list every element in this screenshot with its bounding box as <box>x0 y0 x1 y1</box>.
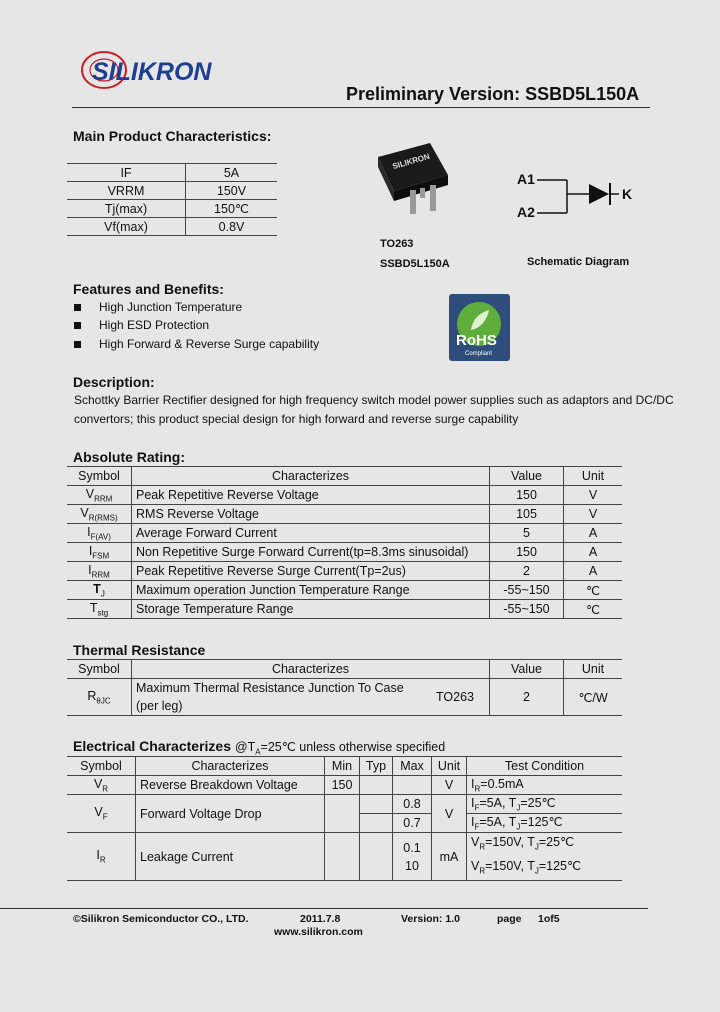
page-title: Preliminary Version: SSBD5L150A <box>346 84 640 104</box>
feature-item: High Junction Temperature <box>74 300 242 314</box>
description-heading: Description: <box>73 374 155 390</box>
to263-package-icon <box>370 135 460 225</box>
table-header-row: Symbol Characterizes Value Unit <box>67 467 622 486</box>
bullet-icon <box>74 304 81 311</box>
features-heading: Features and Benefits: <box>73 281 224 297</box>
table-row: $I_{F(AV)}$ Average Forward Current 5 A <box>67 524 622 543</box>
absolute-heading: Absolute Rating: <box>73 449 185 465</box>
footer-url[interactable]: www.silikron.com <box>274 926 363 938</box>
main-char-heading: Main Product Characteristics: <box>73 128 272 144</box>
feature-item: High Forward & Reverse Surge capability <box>74 337 319 351</box>
table-row: VRRM 150V <box>67 182 277 200</box>
table-row: $V_{R(RMS)}$ RMS Reverse Voltage 105 V <box>67 505 622 524</box>
table-row: $I_{FSM}$ Non Repetitive Surge Forward Current(tp=8.3ms sinusoidal) 150 A <box>67 543 622 562</box>
schematic-k: K <box>622 186 633 202</box>
table-row: $T_{stg}$ Storage Temperature Range -55~150 ℃ <box>67 600 622 619</box>
description-line: convertors; this product special design for high forward and reverse surge capability <box>74 412 519 426</box>
thermal-heading: Thermal Resistance <box>73 642 206 658</box>
table-header-row: Symbol Characterizes Min Typ Max Unit Test Condition <box>67 757 622 776</box>
table-row: 0.7 $I_F=5A$, $T_J=125℃$ <box>67 814 622 833</box>
electrical-heading-line: Electrical Characterizes $@T_A=25℃$ unless otherwise specified <box>73 738 446 757</box>
footer-date: 2011.7.8 <box>300 913 341 925</box>
schematic-diagram <box>515 168 635 228</box>
logo <box>76 42 246 92</box>
footer-version: Version: 1.0 <box>401 913 460 925</box>
footer-page: 1of5 <box>538 913 560 925</box>
rohs-sub: Compliant <box>465 351 493 357</box>
footer-page-label: page <box>497 913 522 925</box>
table-row: $V_{RRM}$ Peak Repetitive Reverse Voltage 150 V <box>67 486 622 505</box>
table-row: Tj(max) 150℃ <box>67 200 277 218</box>
table-row: $I_R$ Leakage Current 0.1 10 mA $V_R=150V$, $T_J=25℃$ $V_R=150V$, $T_J=125℃$ <box>67 833 622 881</box>
bullet-icon <box>74 322 81 329</box>
footer-company: ©Silikron Semiconductor CO., LTD. <box>73 913 249 925</box>
table-row: $V_R$ Reverse Breakdown Voltage 150 V $I_R=0.5mA$ <box>67 776 622 795</box>
logo-text: SILIKRON <box>92 58 212 86</box>
package-label: TO263 <box>380 238 414 250</box>
table-row: $V_F$ Forward Voltage Drop 0.8 V $I_F=5A$, $T_J=25℃$ <box>67 795 622 814</box>
absolute-rating-table <box>67 466 622 619</box>
package-part: SSBD5L150A <box>380 258 450 270</box>
rohs-badge <box>449 294 510 361</box>
description-line: Schottky Barrier Rectifier designed for high frequency switch model power supplies such as adaptors and DC/DC <box>74 393 674 407</box>
header-rule <box>72 107 650 108</box>
table-header-row: Symbol Characterizes Value Unit <box>67 660 622 679</box>
footer-rule <box>0 908 648 909</box>
table-row: $I_{RRM}$ Peak Repetitive Reverse Surge Current(Tp=2us) 2 A <box>67 562 622 581</box>
chip-label: SILIKRON <box>391 151 431 172</box>
table-row: $R_{\theta JC}$ Maximum Thermal Resistance Junction To Case (per leg) TO263 2 ℃/W <box>67 679 622 716</box>
bullet-icon <box>74 341 81 348</box>
feature-item: High ESD Protection <box>74 318 209 332</box>
thermal-table <box>67 659 622 716</box>
table-row: $T_J$ Maximum operation Junction Temperature Range -55~150 ℃ <box>67 581 622 600</box>
package-image <box>370 135 460 225</box>
table-row: Vf(max) 0.8V <box>67 218 277 236</box>
rohs-text: RoHS <box>456 332 497 349</box>
main-char-table <box>67 163 277 236</box>
electrical-table <box>67 756 622 881</box>
schematic-a2: A2 <box>517 204 535 220</box>
schematic-label: Schematic Diagram <box>527 256 630 268</box>
schematic-a1: A1 <box>517 171 535 187</box>
table-row: IF 5A <box>67 164 277 182</box>
